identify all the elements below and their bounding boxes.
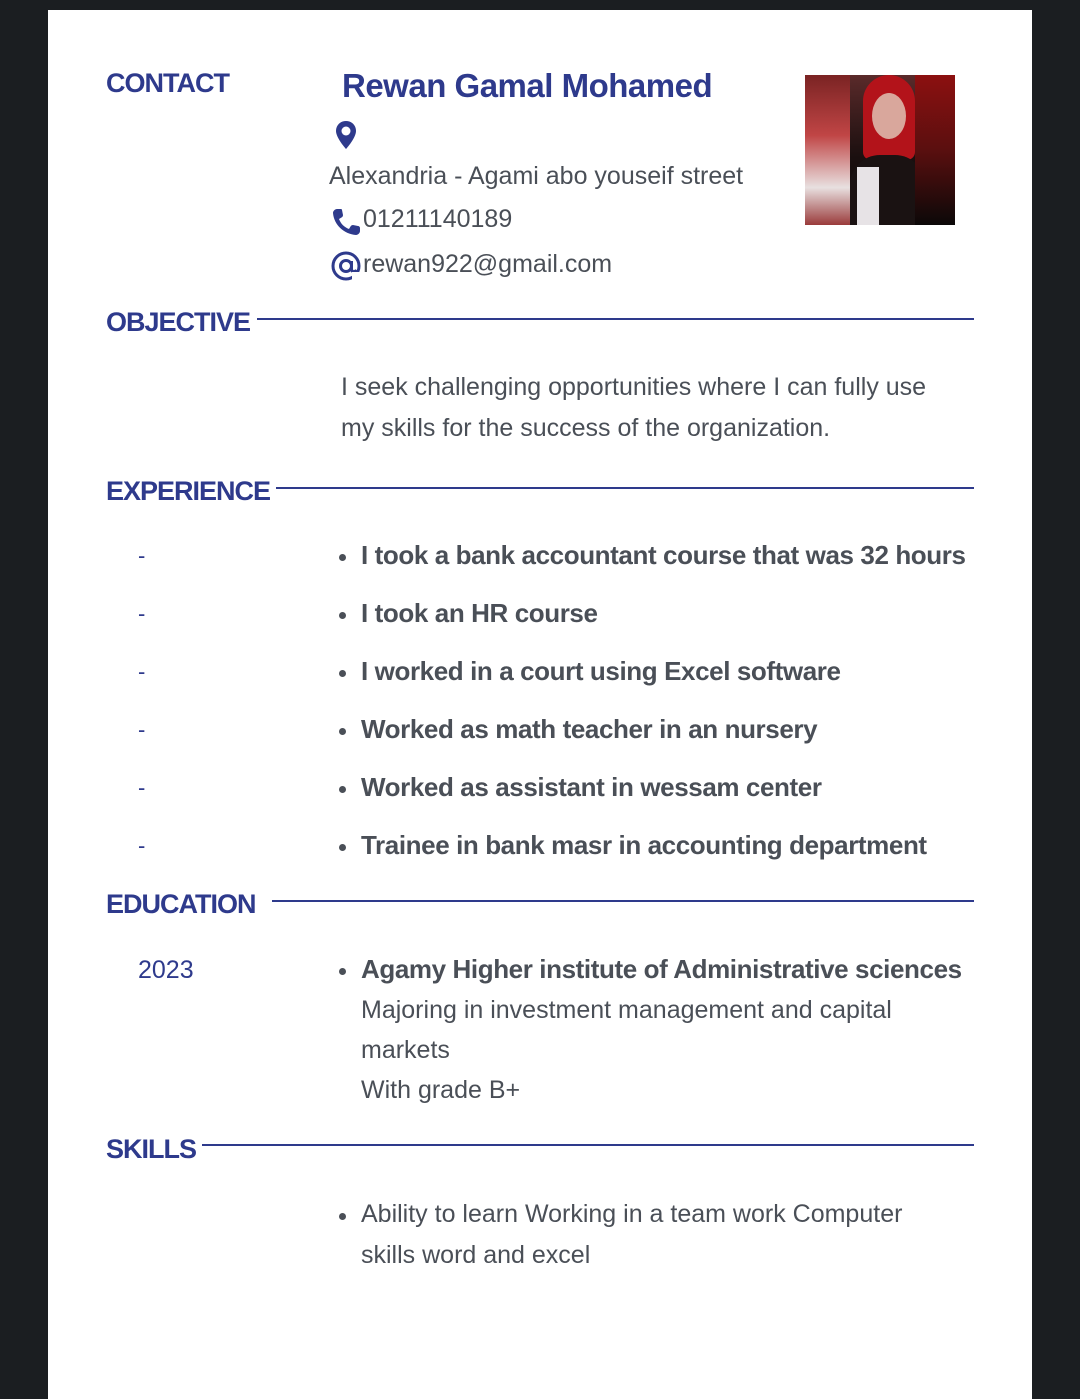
experience-dash: - [138, 543, 146, 568]
experience-text: I worked in a court using Excel software [361, 656, 841, 686]
objective-divider [257, 318, 974, 320]
bullet-dot [339, 1213, 346, 1220]
education-grade: With grade B+ [361, 1076, 521, 1104]
experience-dash: - [138, 601, 146, 626]
education-year: 2023 [138, 956, 194, 984]
candidate-name: Rewan Gamal Mohamed [342, 67, 713, 104]
bullet-dot [339, 968, 346, 975]
education-institute: Agamy Higher institute of Administrative sciences [361, 954, 962, 984]
objective-line-2: my skills for the success of the organization. [341, 414, 831, 442]
skills-divider [202, 1144, 974, 1146]
education-major-line-2: markets [361, 1036, 450, 1064]
experience-text: Trainee in bank masr in accounting department [361, 830, 927, 860]
experience-divider [276, 487, 974, 489]
bullet-dot [339, 728, 346, 735]
location-pin-icon [335, 120, 357, 155]
bullet-dot [339, 554, 346, 561]
contact-phone: 01211140189 [363, 205, 513, 233]
education-heading: EDUCATION [106, 889, 256, 919]
objective-heading: OBJECTIVE [106, 307, 251, 337]
resume-page [48, 10, 1032, 1399]
experience-text: I took an HR course [361, 598, 598, 628]
skills-heading: SKILLS [106, 1134, 197, 1164]
skills-line-1: Ability to learn Working in a team work Computer [361, 1200, 903, 1228]
contact-email: rewan922@gmail.com [363, 250, 613, 278]
bullet-dot [339, 786, 346, 793]
experience-text: Worked as assistant in wessam center [361, 772, 822, 802]
experience-dash: - [138, 775, 146, 800]
at-sign-icon [330, 250, 362, 287]
experience-dash: - [138, 659, 146, 684]
bullet-dot [339, 844, 346, 851]
skills-line-2: skills word and excel [361, 1241, 591, 1269]
contact-heading: CONTACT [106, 68, 229, 98]
experience-dash: - [138, 717, 146, 742]
phone-icon [331, 207, 363, 242]
experience-text: Worked as math teacher in an nursery [361, 714, 818, 744]
profile-photo [805, 75, 955, 225]
experience-dash: - [138, 833, 146, 858]
experience-heading: EXPERIENCE [106, 476, 271, 506]
contact-address: Alexandria - Agami abo youseif street [329, 162, 744, 190]
bullet-dot [339, 670, 346, 677]
education-divider [272, 900, 974, 902]
objective-line-1: I seek challenging opportunities where I can fully use [341, 373, 927, 401]
bullet-dot [339, 612, 346, 619]
education-major-line-1: Majoring in investment management and capital [361, 996, 892, 1024]
experience-text: I took a bank accountant course that was 32 hours [361, 540, 966, 570]
